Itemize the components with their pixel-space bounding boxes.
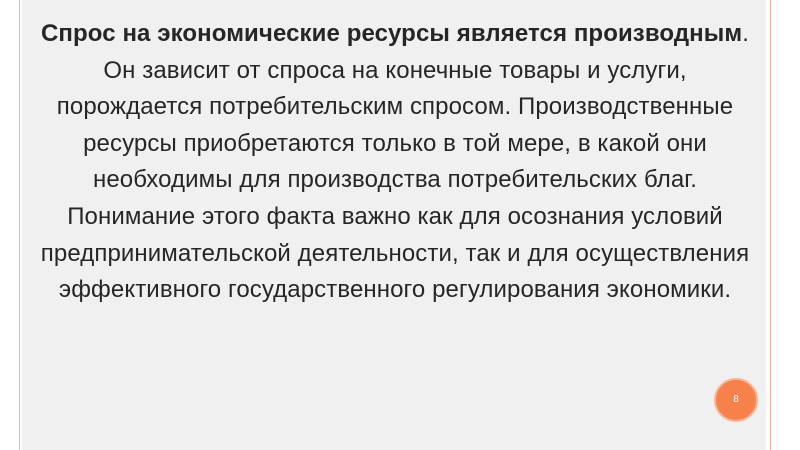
left-border-line: [19, 0, 20, 450]
right-border-line: [770, 0, 771, 450]
bold-lead-phrase: Спрос на экономические ресурсы является производным: [41, 20, 743, 47]
body-continuation: . Он зависит от спроса на конечные товары и услуги, порождается потребительским спросом. Производственные ресурсы приобретаются только в той мере, в какой они необходимы для производства потребительских благ. Понимание этого факта важно как для осознания условий предпринимательской деятельности, так и для осуществления эффективного государственного регулирования экономики.: [40, 20, 750, 304]
page-number-badge: 8: [714, 378, 758, 422]
slide-body-text: [30, 16, 760, 309]
